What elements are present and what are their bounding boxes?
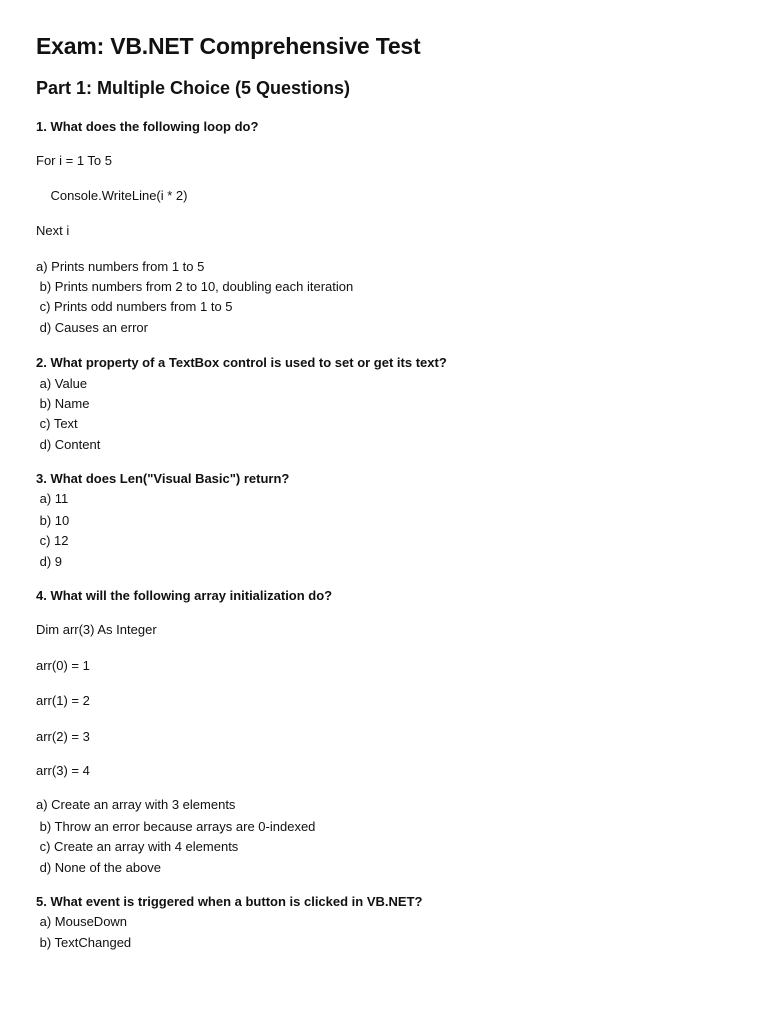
code-line: arr(0) = 1 <box>36 658 90 673</box>
option: c) 12 <box>36 533 69 548</box>
option: d) Causes an error <box>36 320 148 335</box>
option: c) Text <box>36 416 78 431</box>
code-line: arr(2) = 3 <box>36 729 90 744</box>
code-line: arr(3) = 4 <box>36 763 90 778</box>
code-line: For i = 1 To 5 <box>36 153 112 168</box>
option: d) 9 <box>36 554 63 569</box>
question-2: 2. What property of a TextBox control is used to set or get its text? <box>36 355 447 370</box>
part-heading: Part 1: Multiple Choice (5 Questions) <box>36 78 351 98</box>
code-line: Console.WriteLine(i * 2) <box>36 188 188 203</box>
option: b) Prints numbers from 2 to 10, doubling each iteration <box>36 279 354 294</box>
option: a) 11 <box>36 491 69 506</box>
option: a) Create an array with 3 elements <box>36 797 236 812</box>
option: b) TextChanged <box>36 935 132 950</box>
option: b) Throw an error because arrays are 0-indexed <box>36 819 316 834</box>
exam-title: Exam: VB.NET Comprehensive Test <box>36 33 421 59</box>
option: a) MouseDown <box>36 914 128 929</box>
option: c) Create an array with 4 elements <box>36 839 239 854</box>
question-4: 4. What will the following array initialization do? <box>36 588 333 603</box>
option: d) Content <box>36 437 101 452</box>
question-3: 3. What does Len("Visual Basic") return? <box>36 471 290 486</box>
option: c) Prints odd numbers from 1 to 5 <box>36 299 233 314</box>
code-line: arr(1) = 2 <box>36 693 90 708</box>
code-line: Dim arr(3) As Integer <box>36 622 157 637</box>
option: b) 10 <box>36 513 70 528</box>
option: a) Value <box>36 376 88 391</box>
option: d) None of the above <box>36 860 162 875</box>
question-1: 1. What does the following loop do? <box>36 119 259 134</box>
option: b) Name <box>36 396 90 411</box>
question-5: 5. What event is triggered when a button is clicked in VB.NET? <box>36 894 423 909</box>
option: a) Prints numbers from 1 to 5 <box>36 259 205 274</box>
code-line: Next i <box>36 223 70 238</box>
